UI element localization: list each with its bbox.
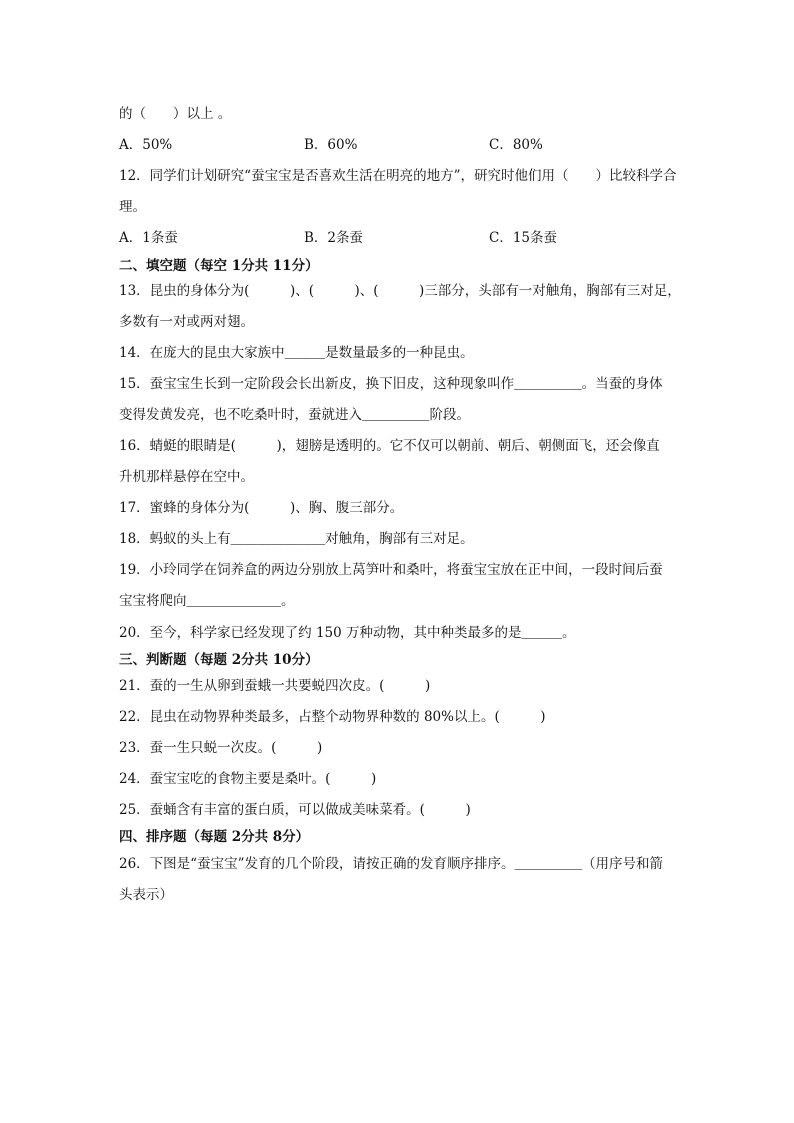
answer-option: B．2条蚕 — [304, 230, 364, 246]
question-text-line: 26．下图是“蚕宝宝”发育的几个阶段，请按正确的发育顺序排序。＿＿＿＿＿（用序号和箭 — [119, 856, 663, 872]
question-text-line: 15．蚕宝宝生长到一定阶段会长出新皮，换下旧皮，这种现象叫作＿＿＿＿＿。当蚕的身体 — [119, 376, 663, 392]
question-text-line: 12．同学们计划研究“蚕宝宝是否喜欢生活在明亮的地方”，研究时他们用（ ）比较科学合 — [119, 168, 677, 184]
question-text-line: 理。 — [119, 199, 146, 215]
question-text-line: 20．至今，科学家已经发现了约 150 万种动物，其中种类最多的是＿＿＿。 — [119, 625, 576, 641]
question-text-line: 18．蚂蚁的头上有＿＿＿＿＿＿＿对触角，胸部有三对足。 — [119, 531, 474, 547]
section-heading: 四、排序题（每题 2分共 8分） — [119, 829, 310, 845]
answer-option: C．15条蚕 — [489, 230, 558, 246]
question-text-line: 升机那样悬停在空中。 — [119, 469, 254, 485]
question-text-line: 13．昆虫的身体分为( )、( )、( )三部分，头部有一对触角，胸部有三对足， — [119, 283, 681, 299]
question-text-line: 的（ ）以上 。 — [119, 106, 232, 122]
question-text-line: 24．蚕宝宝吃的食物主要是桑叶。( ) — [119, 771, 377, 787]
question-text-line: 变得发黄发亮，也不吃桑叶时，蚕就进入＿＿＿＿＿阶段。 — [119, 407, 470, 423]
question-text-line: 19．小玲同学在饲养盒的两边分别放上莴笋叶和桑叶，将蚕宝宝放在正中间，一段时间后蚕 — [119, 562, 663, 578]
section-heading: 三、判断题（每题 2分共 10分） — [119, 652, 319, 668]
question-text-line: 22．昆虫在动物界种类最多，占整个动物界种数的 80%以上。( ) — [119, 709, 546, 725]
answer-option: A．50% — [119, 137, 173, 153]
question-text-line: 17．蜜蜂的身体分为( )、胸、腹三部分。 — [119, 500, 404, 516]
section-heading: 二、填空题（每空 1分共 11分） — [119, 258, 319, 274]
question-text-line: 头表示） — [119, 887, 173, 903]
answer-option: C．80% — [489, 137, 543, 153]
question-text-line: 16．蜻蜓的眼睛是( )，翅膀是透明的。它不仅可以朝前、朝后、朝侧面飞，还会像直 — [119, 438, 660, 454]
answer-option: A．1条蚕 — [119, 230, 178, 246]
question-text-line: 25．蚕蛹含有丰富的蛋白质，可以做成美味菜肴。( ) — [119, 802, 471, 818]
question-text-line: 多数有一对或两对翅。 — [119, 314, 254, 330]
question-text-line: 23．蚕一生只蜕一次皮。( ) — [119, 740, 323, 756]
question-text-line: 宝宝将爬向＿＿＿＿＿＿＿。 — [119, 593, 295, 609]
answer-option: B．60% — [304, 137, 358, 153]
question-text-line: 21．蚕的一生从卵到蚕蛾一共要蜕四次皮。( ) — [119, 678, 431, 694]
question-text-line: 14．在庞大的昆虫大家族中＿＿＿是数量最多的一种昆虫。 — [119, 345, 474, 361]
